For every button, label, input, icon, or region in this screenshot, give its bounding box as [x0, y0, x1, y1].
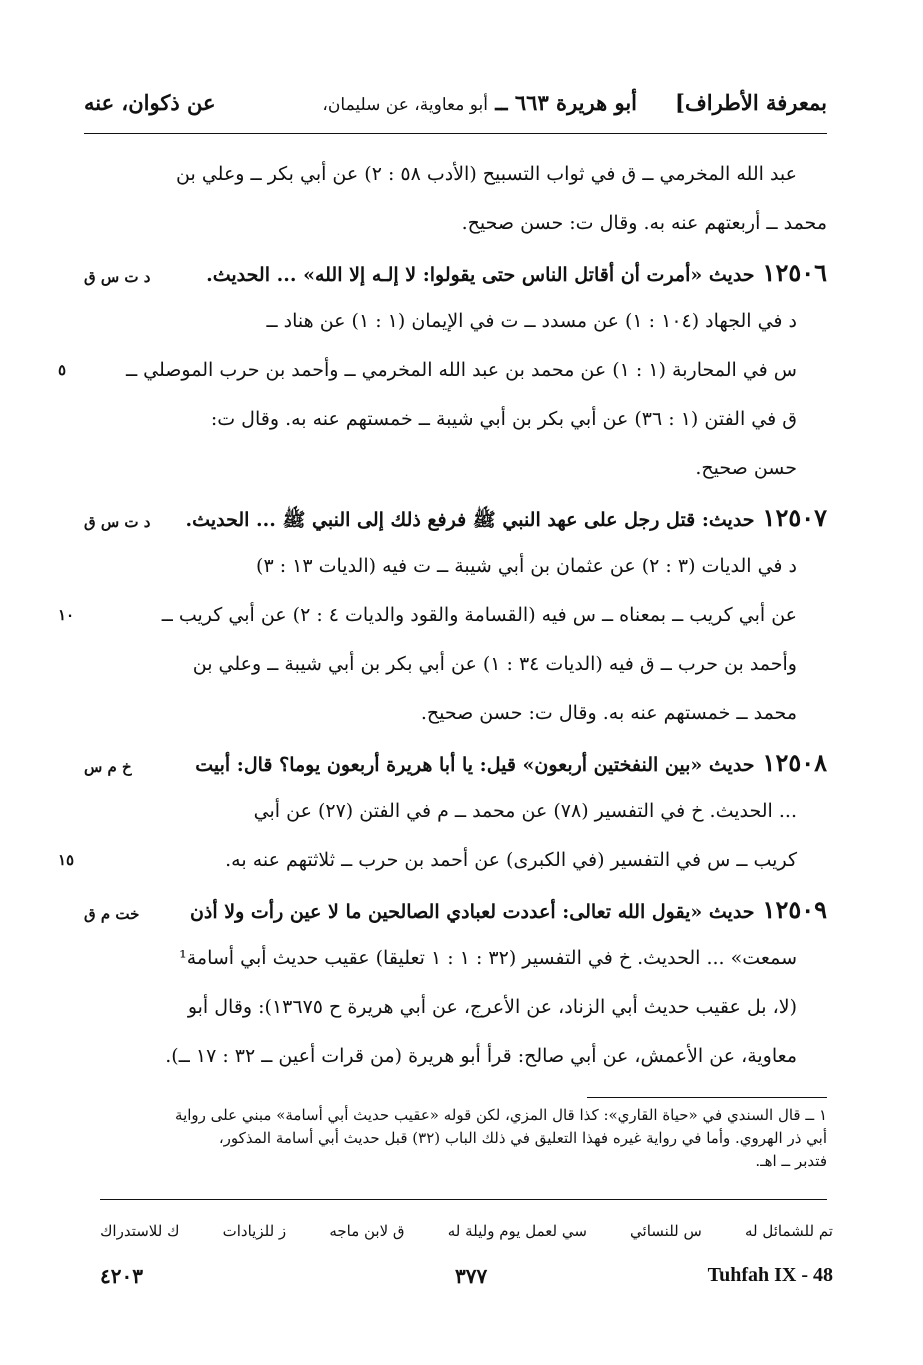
hadith-number: ١٢٥٠٦ [762, 258, 827, 287]
abbreviation-legend [100, 1222, 833, 1248]
header-right: بمعرفة الأطراف] [675, 89, 827, 115]
footnote-line: أبي ذر الهروي. وأما في رواية غيره فهذا التعليق في ذلك الباب (٣٢) قبل حديث أبي أسامة المذكور، [218, 1129, 827, 1147]
line-text: د في الديات (٣ : ٢) عن عثمان بن أبي شيبة ــ ت فيه (الديات ١٣ : ٣) [256, 555, 797, 577]
hadith-number: ١٢٥٠٩ [762, 895, 827, 924]
line-text: معاوية، عن الأعمش، عن أبي صالح: قرأ أبو هريرة (من قرات أعين ــ ٣٢ : ١٧ ــ). [165, 1045, 797, 1067]
legend-item: ق لابن ماجه [329, 1222, 405, 1240]
line-text: حديث «بين النفختين أربعون» قيل: يا أبا هريرة أربعون يوما؟ قال: أبيت [195, 754, 755, 776]
margin-line-number: ٥ [58, 361, 67, 379]
text-line [84, 934, 827, 983]
line-text: وأحمد بن حرب ــ ق فيه (الديات ٣٤ : ١) عن أبي بكر بن أبي شيبة ــ وعلي بن [192, 653, 797, 675]
running-header [84, 80, 827, 124]
legend-item: ك للاستدراك [100, 1222, 180, 1240]
header-rule [84, 133, 827, 134]
volume-label: Tuhfah IX - 48 [707, 1264, 833, 1286]
footnote-rule [587, 1097, 827, 1098]
line-text: (لا، بل عقيب حديث أبي الزناد، عن الأعرج، عن أبي هريرة ح ١٣٦٧٥): وقال أبو [187, 996, 797, 1018]
header-center-main: أبو هريرة ٦٦٣ ــ [495, 89, 637, 115]
text-line [84, 787, 827, 836]
margin-line-number: ١٠ [58, 606, 75, 624]
line-text: عن أبي كريب ــ بمعناه ــ س فيه (القسامة والقود والديات ٤ : ٢) عن أبي كريب ــ [161, 604, 797, 626]
line-text: حديث «أمرت أن أقاتل الناس حتى يقولوا: لا إلـه إلا الله» ... الحديث. [206, 264, 755, 286]
source-sigla: د ت س ق [84, 268, 151, 286]
header-center [322, 90, 637, 115]
line-text: د في الجهاد (١٠٤ : ١) عن مسدد ــ ت في الإيمان (١ : ١) عن هناد ــ [266, 310, 797, 332]
margin-line-number: ١٥ [58, 851, 75, 869]
line-text: ... الحديث. خ في التفسير (٧٨) عن محمد ــ م في الفتن (٢٧) عن أبي [253, 800, 797, 822]
header-left: عن ذكوان، عنه [84, 89, 216, 115]
hadith-heading-line [84, 738, 827, 787]
legend-rule [100, 1199, 827, 1200]
text-line [84, 689, 827, 738]
text-line [84, 395, 827, 444]
legend-item: ز للزيادات [222, 1222, 287, 1240]
text-line [84, 444, 827, 493]
line-text: سمعت» ... الحديث. خ في التفسير (٣٢ : ١ : ١ تعليقا) عقيب حديث أبي أسامة¹ [179, 947, 797, 969]
legend-item: تم للشمائل له [744, 1222, 833, 1240]
source-sigla: خ م س [84, 758, 132, 776]
legend-item: سي لعمل يوم وليلة له [447, 1222, 587, 1240]
footer-left-number: ٤٢٠٣ [100, 1264, 143, 1288]
text-line [84, 1032, 827, 1081]
hadith-heading-line [84, 885, 827, 934]
page-footer [100, 1264, 833, 1292]
line-text: محمد ــ أربعتهم عنه به. وقال ت: حسن صحيح. [461, 212, 827, 234]
footnote [100, 1104, 827, 1173]
header-center-small: أبو معاوية، عن سليمان، [322, 94, 488, 115]
page-number: ٣٧٧ [455, 1264, 488, 1288]
hadith-number: ١٢٥٠٨ [762, 748, 827, 777]
line-text: كريب ــ س في التفسير (في الكبرى) عن أحمد بن حرب ــ ثلاثتهم عنه به. [225, 849, 797, 871]
line-text: حسن صحيح. [695, 457, 797, 479]
hadith-heading-line [84, 493, 827, 542]
hadith-number: ١٢٥٠٧ [762, 503, 827, 532]
source-sigla: د ت س ق [84, 513, 151, 531]
line-text: حديث «يقول الله تعالى: أعددت لعبادي الصالحين ما لا عين رأت ولا أذن [189, 901, 755, 923]
footnote-line: فتدبر ــ اهـ. [755, 1152, 827, 1170]
text-line [84, 199, 827, 248]
text-line [84, 542, 827, 591]
text-line [84, 640, 827, 689]
text-line [58, 591, 827, 640]
line-text: عبد الله المخرمي ــ ق في ثواب التسبيح (الأدب ٥٨ : ٢) عن أبي بكر ــ وعلي بن [176, 163, 797, 185]
line-text: ق في الفتن (١ : ٣٦) عن أبي بكر بن أبي شيبة ــ خمستهم عنه به. وقال ت: [210, 408, 797, 430]
legend-item: س للنسائي [630, 1222, 702, 1240]
footnote-line: ١ ــ قال السندي في «حياة القاري»: كذا قال المزي، لكن قوله «عقيب حديث أبي أسامة» مبني على رواية [175, 1106, 827, 1124]
text-line [58, 836, 827, 885]
line-text: حديث: قتل رجل على عهد النبي ﷺ فرفع ذلك إلى النبي ﷺ ... الحديث. [185, 509, 755, 531]
text-line [84, 983, 827, 1032]
text-line [84, 150, 827, 199]
text-line [58, 346, 827, 395]
line-text: س في المحاربة (١ : ١) عن محمد بن عبد الله المخرمي ــ وأحمد بن حرب الموصلي ــ [126, 359, 797, 381]
hadith-heading-line [84, 248, 827, 297]
main-text [58, 150, 827, 1081]
source-sigla: خت م ق [84, 905, 140, 923]
text-line [84, 297, 827, 346]
line-text: محمد ــ خمستهم عنه به. وقال ت: حسن صحيح. [420, 702, 797, 724]
